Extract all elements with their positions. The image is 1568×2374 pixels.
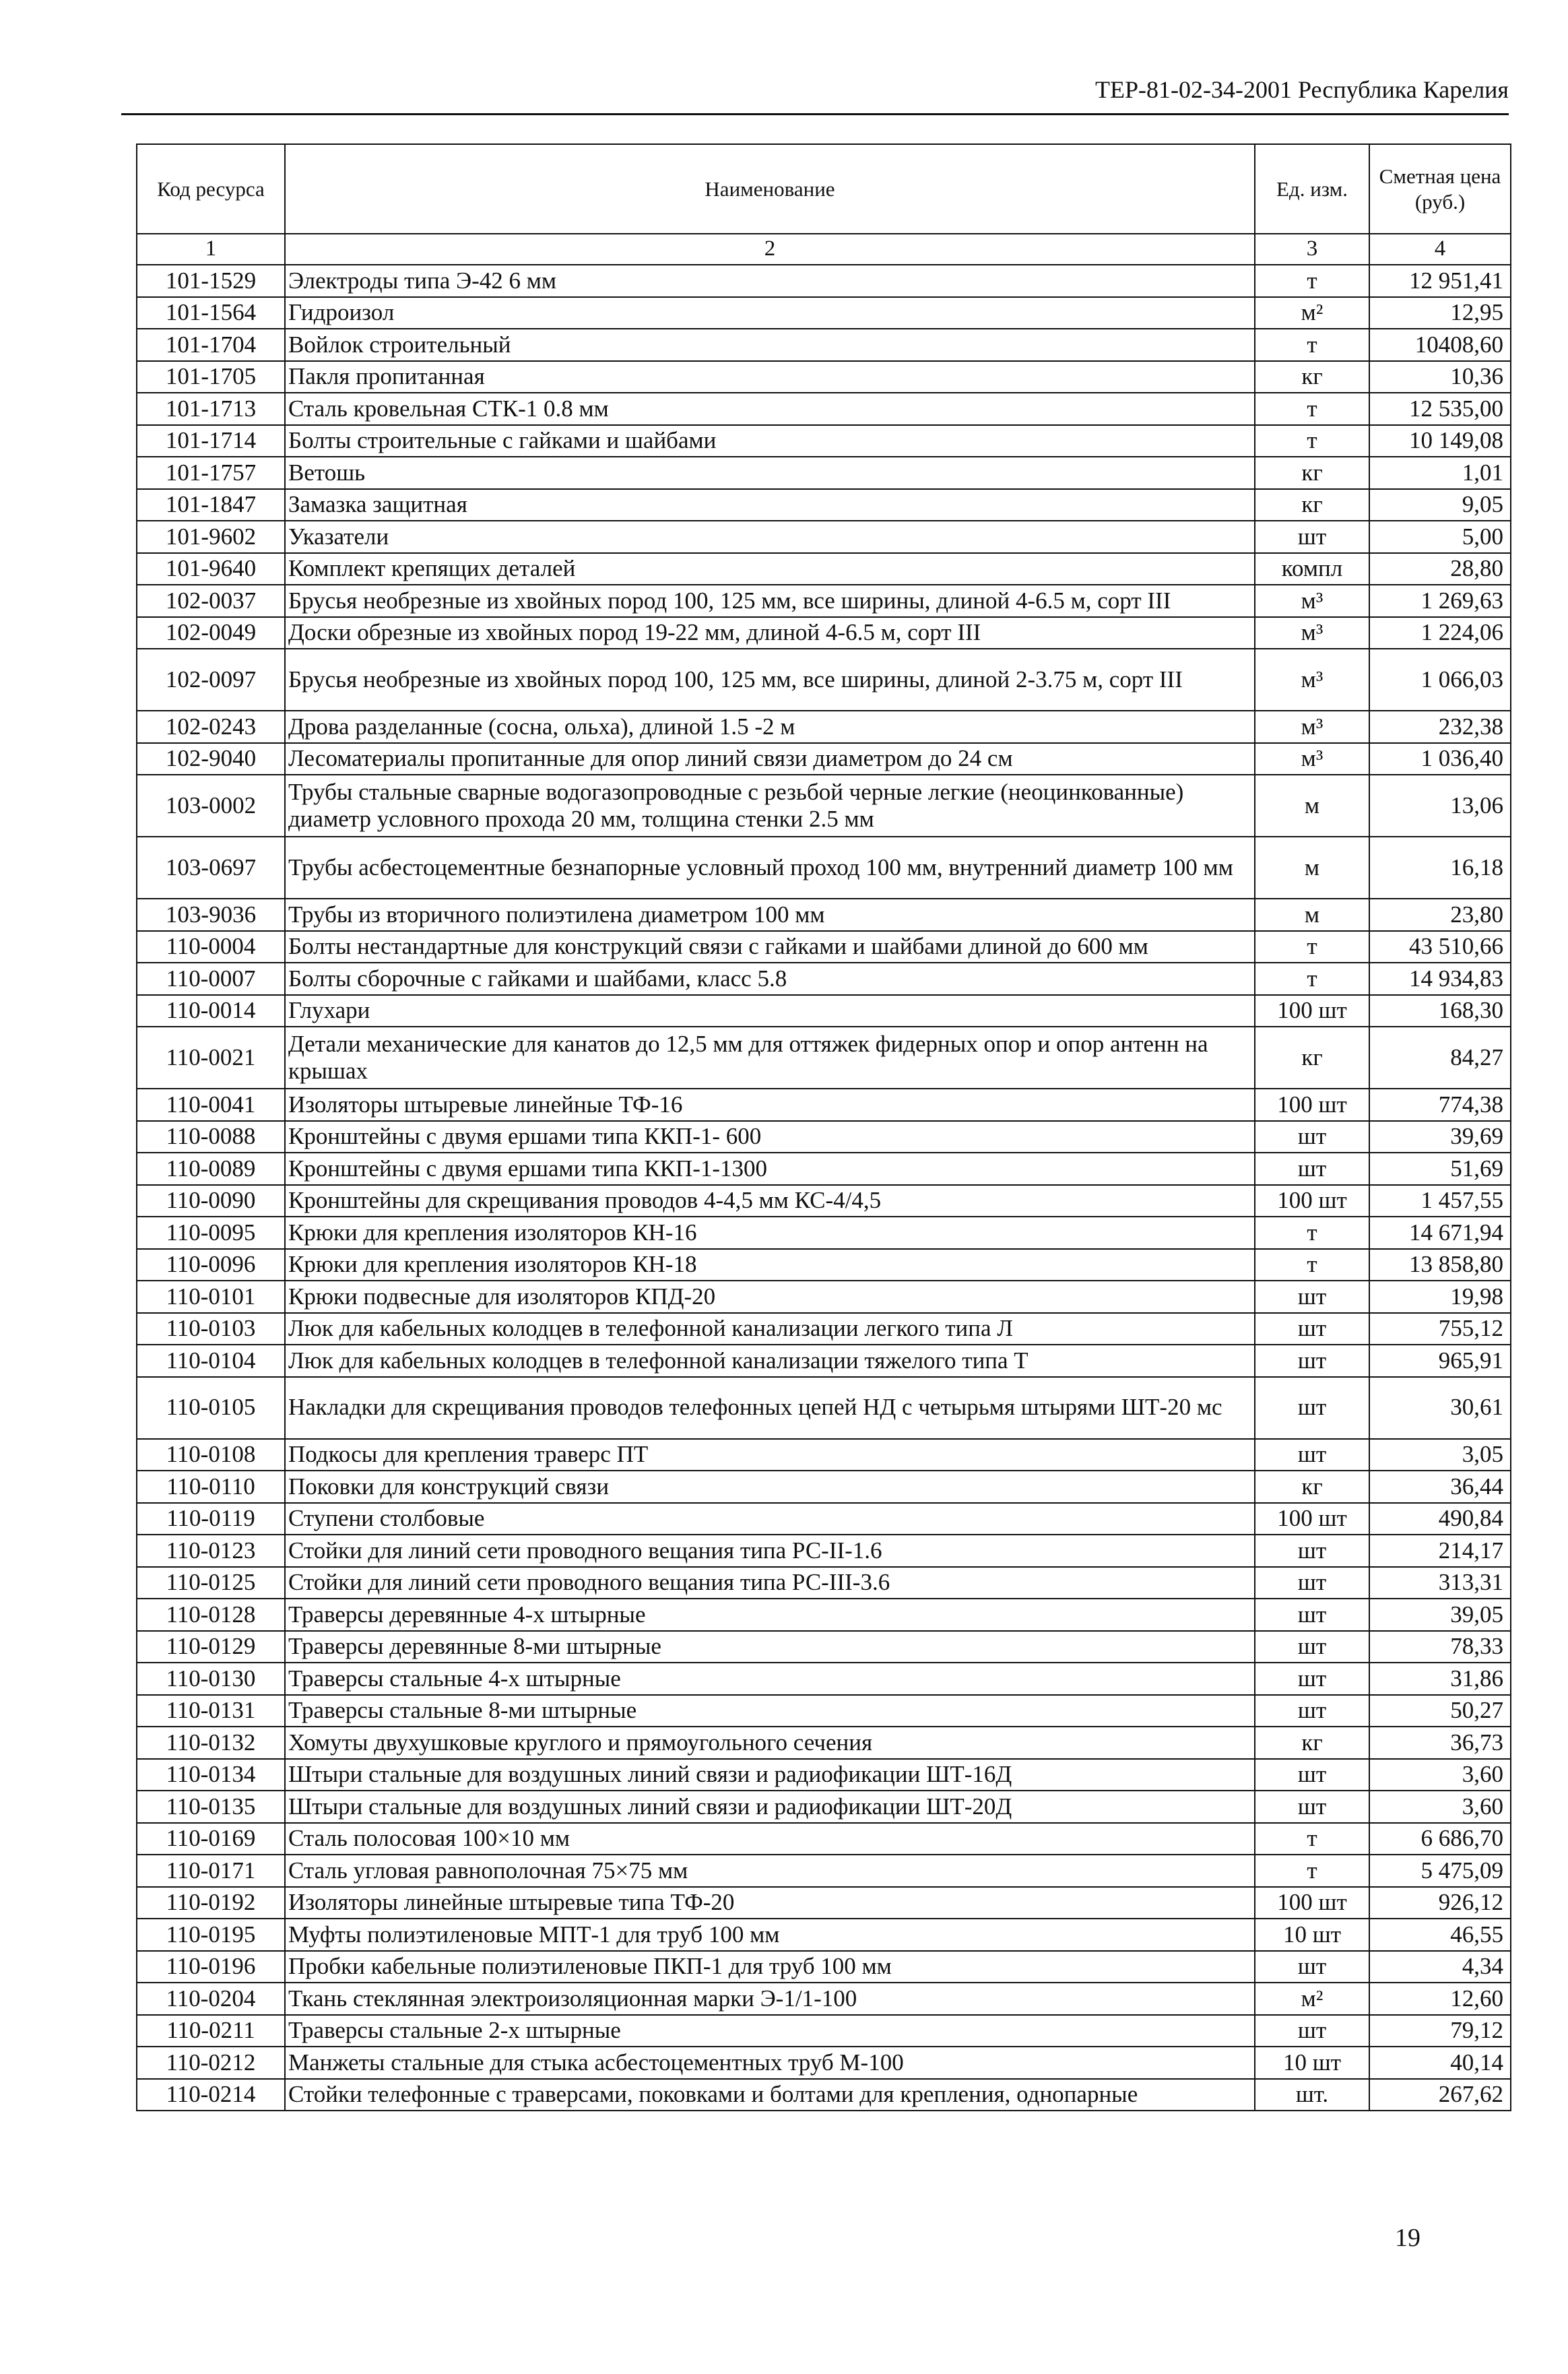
table-row	[137, 649, 1511, 711]
resource-name-cell: Поковки для конструкций связи	[285, 1471, 1255, 1503]
table-row	[137, 1503, 1511, 1535]
price-cell: 79,12	[1369, 2015, 1511, 2047]
table-row	[137, 393, 1511, 425]
resource-name-cell: Кронштейны с двумя ершами типа ККП-1-1300	[285, 1153, 1255, 1185]
resource-name-cell: Ткань стеклянная электроизоляционная марки Э-1/1-100	[285, 1983, 1255, 2015]
resource-code-cell: 102-0037	[137, 585, 285, 617]
resource-code-cell: 101-1529	[137, 265, 285, 297]
price-cell: 50,27	[1369, 1695, 1511, 1727]
price-cell: 1 066,03	[1369, 649, 1511, 711]
table-row	[137, 2047, 1511, 2079]
table-row	[137, 521, 1511, 553]
table-row	[137, 1695, 1511, 1727]
resource-name-cell: Крюки для крепления изоляторов КН-16	[285, 1217, 1255, 1249]
resource-code-cell: 101-1713	[137, 393, 285, 425]
resource-name-cell: Траверсы деревянные 4-х штырные	[285, 1599, 1255, 1631]
table-row	[137, 931, 1511, 963]
price-cell: 14 934,83	[1369, 963, 1511, 995]
resource-code-cell: 110-0131	[137, 1695, 285, 1727]
unit-cell: м	[1255, 899, 1369, 931]
resource-code-cell: 101-1714	[137, 425, 285, 457]
resource-code-cell: 110-0195	[137, 1919, 285, 1951]
unit-cell: шт	[1255, 1567, 1369, 1599]
price-cell: 5 475,09	[1369, 1855, 1511, 1887]
resource-code-cell: 110-0169	[137, 1823, 285, 1855]
unit-cell: шт	[1255, 1535, 1369, 1567]
unit-cell: т	[1255, 329, 1369, 361]
unit-cell: компл	[1255, 553, 1369, 585]
resource-name-cell: Комплект крепящих деталей	[285, 553, 1255, 585]
unit-cell: т	[1255, 265, 1369, 297]
resource-name-cell: Брусья необрезные из хвойных пород 100, 125 мм, все ширины, длиной 2-3.75 м, сорт III	[285, 649, 1255, 711]
price-cell: 13,06	[1369, 775, 1511, 837]
resource-code-cell: 110-0110	[137, 1471, 285, 1503]
unit-cell: м²	[1255, 297, 1369, 329]
price-cell: 12,60	[1369, 1983, 1511, 2015]
unit-cell: т	[1255, 963, 1369, 995]
resource-code-cell: 110-0108	[137, 1439, 285, 1471]
price-cell: 23,80	[1369, 899, 1511, 931]
unit-cell: 100 шт	[1255, 1887, 1369, 1919]
unit-cell: шт	[1255, 1951, 1369, 1983]
resource-name-cell: Трубы асбестоцементные безнапорные условный проход 100 мм, внутренний диаметр 100 мм	[285, 837, 1255, 899]
unit-cell: шт	[1255, 521, 1369, 553]
table-row	[137, 1887, 1511, 1919]
unit-cell: шт	[1255, 1281, 1369, 1313]
resource-code-cell: 110-0212	[137, 2047, 285, 2079]
unit-cell: шт	[1255, 1345, 1369, 1377]
price-cell: 232,38	[1369, 711, 1511, 743]
table-row	[137, 553, 1511, 585]
resource-name-cell: Траверсы стальные 4-х штырные	[285, 1663, 1255, 1695]
resource-price-table	[136, 143, 1511, 2111]
resource-code-cell: 110-0119	[137, 1503, 285, 1535]
price-cell: 84,27	[1369, 1027, 1511, 1089]
unit-cell: шт.	[1255, 2079, 1369, 2111]
resource-name-cell: Электроды типа Э-42 6 мм	[285, 265, 1255, 297]
resource-code-cell: 110-0204	[137, 1983, 285, 2015]
table-header-row	[137, 144, 1511, 234]
table-row	[137, 1823, 1511, 1855]
price-cell: 9,05	[1369, 489, 1511, 521]
table-row	[137, 1631, 1511, 1663]
price-cell: 10,36	[1369, 361, 1511, 393]
table-row	[137, 297, 1511, 329]
table-row	[137, 1951, 1511, 1983]
resource-code-cell: 103-0002	[137, 775, 285, 837]
unit-cell: м³	[1255, 585, 1369, 617]
unit-cell: т	[1255, 1217, 1369, 1249]
resource-code-cell: 110-0105	[137, 1377, 285, 1439]
resource-code-cell: 101-1757	[137, 457, 285, 489]
resource-code-cell: 110-0125	[137, 1567, 285, 1599]
resource-name-cell: Штыри стальные для воздушных линий связи и радиофикации ШТ-20Д	[285, 1791, 1255, 1823]
price-cell: 39,69	[1369, 1121, 1511, 1153]
price-cell: 1 457,55	[1369, 1185, 1511, 1217]
resource-code-cell: 110-0130	[137, 1663, 285, 1695]
table-row	[137, 711, 1511, 743]
resource-name-cell: Замазка защитная	[285, 489, 1255, 521]
resource-name-cell: Ветошь	[285, 457, 1255, 489]
unit-cell: 100 шт	[1255, 1185, 1369, 1217]
resource-code-cell: 110-0090	[137, 1185, 285, 1217]
resource-code-cell: 110-0041	[137, 1089, 285, 1121]
resource-name-cell: Хомуты двухушковые круглого и прямоугольного сечения	[285, 1727, 1255, 1759]
price-cell: 46,55	[1369, 1919, 1511, 1951]
resource-name-cell: Штыри стальные для воздушных линий связи и радиофикации ШТ-16Д	[285, 1759, 1255, 1791]
column-number: 3	[1255, 234, 1369, 265]
resource-name-cell: Сталь кровельная СТК-1 0.8 мм	[285, 393, 1255, 425]
document-header-title: ТЕР-81-02-34-2001 Республика Карелия	[1095, 76, 1509, 103]
price-cell: 1 036,40	[1369, 743, 1511, 775]
price-cell: 313,31	[1369, 1567, 1511, 1599]
unit-cell: м³	[1255, 711, 1369, 743]
table-row	[137, 1439, 1511, 1471]
unit-cell: т	[1255, 1823, 1369, 1855]
price-cell: 774,38	[1369, 1089, 1511, 1121]
table-row	[137, 1249, 1511, 1281]
column-header-name: Наименование	[285, 144, 1255, 234]
resource-name-cell: Траверсы стальные 8-ми штырные	[285, 1695, 1255, 1727]
price-cell: 3,60	[1369, 1759, 1511, 1791]
resource-name-cell: Глухари	[285, 995, 1255, 1027]
unit-cell: кг	[1255, 489, 1369, 521]
resource-code-cell: 110-0171	[137, 1855, 285, 1887]
unit-cell: 100 шт	[1255, 1503, 1369, 1535]
price-cell: 51,69	[1369, 1153, 1511, 1185]
unit-cell: м	[1255, 837, 1369, 899]
resource-code-cell: 101-1705	[137, 361, 285, 393]
price-cell: 3,05	[1369, 1439, 1511, 1471]
column-number: 1	[137, 234, 285, 265]
price-cell: 168,30	[1369, 995, 1511, 1027]
header-divider	[121, 113, 1509, 115]
unit-cell: шт	[1255, 2015, 1369, 2047]
table-row	[137, 995, 1511, 1027]
price-cell: 13 858,80	[1369, 1249, 1511, 1281]
unit-cell: 10 шт	[1255, 2047, 1369, 2079]
table-row	[137, 1535, 1511, 1567]
unit-cell: шт	[1255, 1759, 1369, 1791]
column-number: 4	[1369, 234, 1511, 265]
resource-code-cell: 110-0014	[137, 995, 285, 1027]
resource-name-cell: Муфты полиэтиленовые МПТ-1 для труб 100 мм	[285, 1919, 1255, 1951]
table-row	[137, 1089, 1511, 1121]
resource-name-cell: Дрова разделанные (сосна, ольха), длиной 1.5 -2 м	[285, 711, 1255, 743]
unit-cell: шт	[1255, 1121, 1369, 1153]
unit-cell: м³	[1255, 649, 1369, 711]
resource-name-cell: Пробки кабельные полиэтиленовые ПКП-1 для труб 100 мм	[285, 1951, 1255, 1983]
resource-code-cell: 110-0104	[137, 1345, 285, 1377]
resource-name-cell: Траверсы стальные 2-х штырные	[285, 2015, 1255, 2047]
resource-name-cell: Люк для кабельных колодцев в телефонной канализации легкого типа Л	[285, 1313, 1255, 1345]
unit-cell: кг	[1255, 1027, 1369, 1089]
price-cell: 6 686,70	[1369, 1823, 1511, 1855]
unit-cell: шт	[1255, 1663, 1369, 1695]
resource-code-cell: 103-0697	[137, 837, 285, 899]
resource-name-cell: Болты сборочные с гайками и шайбами, класс 5.8	[285, 963, 1255, 995]
price-cell: 10 149,08	[1369, 425, 1511, 457]
resource-code-cell: 110-0103	[137, 1313, 285, 1345]
unit-cell: 100 шт	[1255, 995, 1369, 1027]
resource-name-cell: Трубы стальные сварные водогазопроводные с резьбой черные легкие (неоцинкованные) диаметр условного прохода 20 мм, толщина стенки 2.5 мм	[285, 775, 1255, 837]
table-row	[137, 2015, 1511, 2047]
unit-cell: кг	[1255, 361, 1369, 393]
unit-cell: м³	[1255, 743, 1369, 775]
table-row	[137, 617, 1511, 649]
table-row	[137, 425, 1511, 457]
table-row	[137, 1121, 1511, 1153]
resource-name-cell: Детали механические для канатов до 12,5 мм для оттяжек фидерных опор и опор антенн на крышах	[285, 1027, 1255, 1089]
resource-name-cell: Брусья необрезные из хвойных пород 100, 125 мм, все ширины, длиной 4-6.5 м, сорт III	[285, 585, 1255, 617]
price-cell: 490,84	[1369, 1503, 1511, 1535]
table-row	[137, 361, 1511, 393]
table-row	[137, 1567, 1511, 1599]
resource-name-cell: Подкосы для крепления траверс ПТ	[285, 1439, 1255, 1471]
resource-name-cell: Изоляторы штыревые линейные ТФ-16	[285, 1089, 1255, 1121]
price-cell: 36,73	[1369, 1727, 1511, 1759]
resource-name-cell: Стойки для линий сети проводного вещания типа РС-III-3.6	[285, 1567, 1255, 1599]
table-row	[137, 265, 1511, 297]
price-cell: 965,91	[1369, 1345, 1511, 1377]
resource-name-cell: Стойки для линий сети проводного вещания типа РС-II-1.6	[285, 1535, 1255, 1567]
resource-name-cell: Трубы из вторичного полиэтилена диаметром 100 мм	[285, 899, 1255, 931]
resource-code-cell: 110-0021	[137, 1027, 285, 1089]
table-row	[137, 1759, 1511, 1791]
unit-cell: м²	[1255, 1983, 1369, 2015]
table-row	[137, 1791, 1511, 1823]
resource-code-cell: 103-9036	[137, 899, 285, 931]
resource-name-cell: Стойки телефонные с траверсами, поковками и болтами для крепления, однопарные	[285, 2079, 1255, 2111]
price-cell: 3,60	[1369, 1791, 1511, 1823]
resource-name-cell: Указатели	[285, 521, 1255, 553]
table-row	[137, 837, 1511, 899]
table-row	[137, 2079, 1511, 2111]
unit-cell: шт	[1255, 1313, 1369, 1345]
resource-name-cell: Доски обрезные из хвойных пород 19-22 мм, длиной 4-6.5 м, сорт III	[285, 617, 1255, 649]
resource-code-cell: 101-9602	[137, 521, 285, 553]
resource-code-cell: 110-0129	[137, 1631, 285, 1663]
table-row	[137, 1345, 1511, 1377]
price-cell: 16,18	[1369, 837, 1511, 899]
price-cell: 12 535,00	[1369, 393, 1511, 425]
resource-code-cell: 101-1847	[137, 489, 285, 521]
resource-code-cell: 102-0097	[137, 649, 285, 711]
resource-name-cell: Кронштейны для скрещивания проводов 4-4,5 мм КС-4/4,5	[285, 1185, 1255, 1217]
resource-code-cell: 110-0095	[137, 1217, 285, 1249]
price-cell: 1,01	[1369, 457, 1511, 489]
price-cell: 4,34	[1369, 1951, 1511, 1983]
price-cell: 28,80	[1369, 553, 1511, 585]
unit-cell: т	[1255, 1855, 1369, 1887]
table-row	[137, 1663, 1511, 1695]
resource-name-cell: Крюки для крепления изоляторов КН-18	[285, 1249, 1255, 1281]
resource-name-cell: Люк для кабельных колодцев в телефонной канализации тяжелого типа Т	[285, 1345, 1255, 1377]
resource-name-cell: Лесоматериалы пропитанные для опор линий связи диаметром до 24 см	[285, 743, 1255, 775]
resource-code-cell: 101-1704	[137, 329, 285, 361]
resource-name-cell: Крюки подвесные для изоляторов КПД-20	[285, 1281, 1255, 1313]
price-cell: 19,98	[1369, 1281, 1511, 1313]
resource-price-table-container	[136, 143, 1511, 2111]
resource-name-cell: Кронштейны с двумя ершами типа ККП-1- 600	[285, 1121, 1255, 1153]
price-cell: 5,00	[1369, 521, 1511, 553]
table-body	[137, 265, 1511, 2111]
resource-code-cell: 110-0123	[137, 1535, 285, 1567]
price-cell: 40,14	[1369, 2047, 1511, 2079]
unit-cell: т	[1255, 425, 1369, 457]
unit-cell: шт	[1255, 1153, 1369, 1185]
price-cell: 10408,60	[1369, 329, 1511, 361]
unit-cell: шт	[1255, 1791, 1369, 1823]
price-cell: 755,12	[1369, 1313, 1511, 1345]
table-row	[137, 1281, 1511, 1313]
resource-code-cell: 110-0088	[137, 1121, 285, 1153]
resource-code-cell: 110-0192	[137, 1887, 285, 1919]
unit-cell: 100 шт	[1255, 1089, 1369, 1121]
resource-name-cell: Болты нестандартные для конструкций связи с гайками и шайбами длиной до 600 мм	[285, 931, 1255, 963]
resource-name-cell: Сталь угловая равнополочная 75×75 мм	[285, 1855, 1255, 1887]
table-row	[137, 1855, 1511, 1887]
resource-code-cell: 110-0004	[137, 931, 285, 963]
resource-name-cell: Накладки для скрещивания проводов телефонных цепей НД с четырьмя штырями ШТ-20 мс	[285, 1377, 1255, 1439]
table-row	[137, 1727, 1511, 1759]
unit-cell: кг	[1255, 457, 1369, 489]
unit-cell: 10 шт	[1255, 1919, 1369, 1951]
price-cell: 14 671,94	[1369, 1217, 1511, 1249]
price-cell: 30,61	[1369, 1377, 1511, 1439]
table-row	[137, 1153, 1511, 1185]
table-row	[137, 1919, 1511, 1951]
table-row	[137, 1471, 1511, 1503]
resource-code-cell: 110-0214	[137, 2079, 285, 2111]
table-row	[137, 1217, 1511, 1249]
resource-code-cell: 110-0089	[137, 1153, 285, 1185]
resource-code-cell: 110-0128	[137, 1599, 285, 1631]
price-cell: 1 269,63	[1369, 585, 1511, 617]
resource-code-cell: 101-9640	[137, 553, 285, 585]
resource-name-cell: Гидроизол	[285, 297, 1255, 329]
resource-code-cell: 110-0211	[137, 2015, 285, 2047]
table-row	[137, 585, 1511, 617]
column-header-price: Сметная цена (руб.)	[1369, 144, 1511, 234]
column-header-code: Код ресурса	[137, 144, 285, 234]
price-cell: 39,05	[1369, 1599, 1511, 1631]
unit-cell: кг	[1255, 1471, 1369, 1503]
unit-cell: м³	[1255, 617, 1369, 649]
resource-code-cell: 110-0196	[137, 1951, 285, 1983]
resource-name-cell: Войлок строительный	[285, 329, 1255, 361]
table-row	[137, 1027, 1511, 1089]
unit-cell: кг	[1255, 1727, 1369, 1759]
resource-name-cell: Траверсы деревянные 8-ми штырные	[285, 1631, 1255, 1663]
price-cell: 78,33	[1369, 1631, 1511, 1663]
table-row	[137, 329, 1511, 361]
table-row	[137, 489, 1511, 521]
table-row	[137, 1983, 1511, 2015]
unit-cell: т	[1255, 1249, 1369, 1281]
resource-code-cell: 102-0049	[137, 617, 285, 649]
resource-code-cell: 110-0007	[137, 963, 285, 995]
resource-name-cell: Сталь полосовая 100×10 мм	[285, 1823, 1255, 1855]
resource-name-cell: Болты строительные с гайками и шайбами	[285, 425, 1255, 457]
table-row	[137, 743, 1511, 775]
price-cell: 12 951,41	[1369, 265, 1511, 297]
table-row	[137, 1185, 1511, 1217]
resource-code-cell: 110-0132	[137, 1727, 285, 1759]
unit-cell: шт	[1255, 1695, 1369, 1727]
table-row	[137, 1377, 1511, 1439]
resource-name-cell: Изоляторы линейные штыревые типа ТФ-20	[285, 1887, 1255, 1919]
page-number: 19	[1395, 2224, 1420, 2252]
price-cell: 12,95	[1369, 297, 1511, 329]
unit-cell: шт	[1255, 1439, 1369, 1471]
unit-cell: м	[1255, 775, 1369, 837]
resource-name-cell: Ступени столбовые	[285, 1503, 1255, 1535]
resource-name-cell: Пакля пропитанная	[285, 361, 1255, 393]
table-row	[137, 775, 1511, 837]
unit-cell: шт	[1255, 1377, 1369, 1439]
resource-code-cell: 110-0135	[137, 1791, 285, 1823]
price-cell: 36,44	[1369, 1471, 1511, 1503]
resource-code-cell: 102-0243	[137, 711, 285, 743]
price-cell: 926,12	[1369, 1887, 1511, 1919]
table-row	[137, 1313, 1511, 1345]
table-row	[137, 899, 1511, 931]
column-header-unit: Ед. изм.	[1255, 144, 1369, 234]
unit-cell: шт	[1255, 1599, 1369, 1631]
price-cell: 31,86	[1369, 1663, 1511, 1695]
resource-code-cell: 110-0134	[137, 1759, 285, 1791]
price-cell: 1 224,06	[1369, 617, 1511, 649]
table-row	[137, 963, 1511, 995]
column-number-row	[137, 234, 1511, 265]
unit-cell: т	[1255, 931, 1369, 963]
unit-cell: т	[1255, 393, 1369, 425]
table-row	[137, 457, 1511, 489]
price-cell: 214,17	[1369, 1535, 1511, 1567]
price-cell: 267,62	[1369, 2079, 1511, 2111]
price-cell: 43 510,66	[1369, 931, 1511, 963]
resource-code-cell: 101-1564	[137, 297, 285, 329]
resource-code-cell: 110-0096	[137, 1249, 285, 1281]
column-number: 2	[285, 234, 1255, 265]
resource-code-cell: 110-0101	[137, 1281, 285, 1313]
resource-code-cell: 102-9040	[137, 743, 285, 775]
resource-name-cell: Манжеты стальные для стыка асбестоцементных труб М-100	[285, 2047, 1255, 2079]
unit-cell: шт	[1255, 1631, 1369, 1663]
table-row	[137, 1599, 1511, 1631]
